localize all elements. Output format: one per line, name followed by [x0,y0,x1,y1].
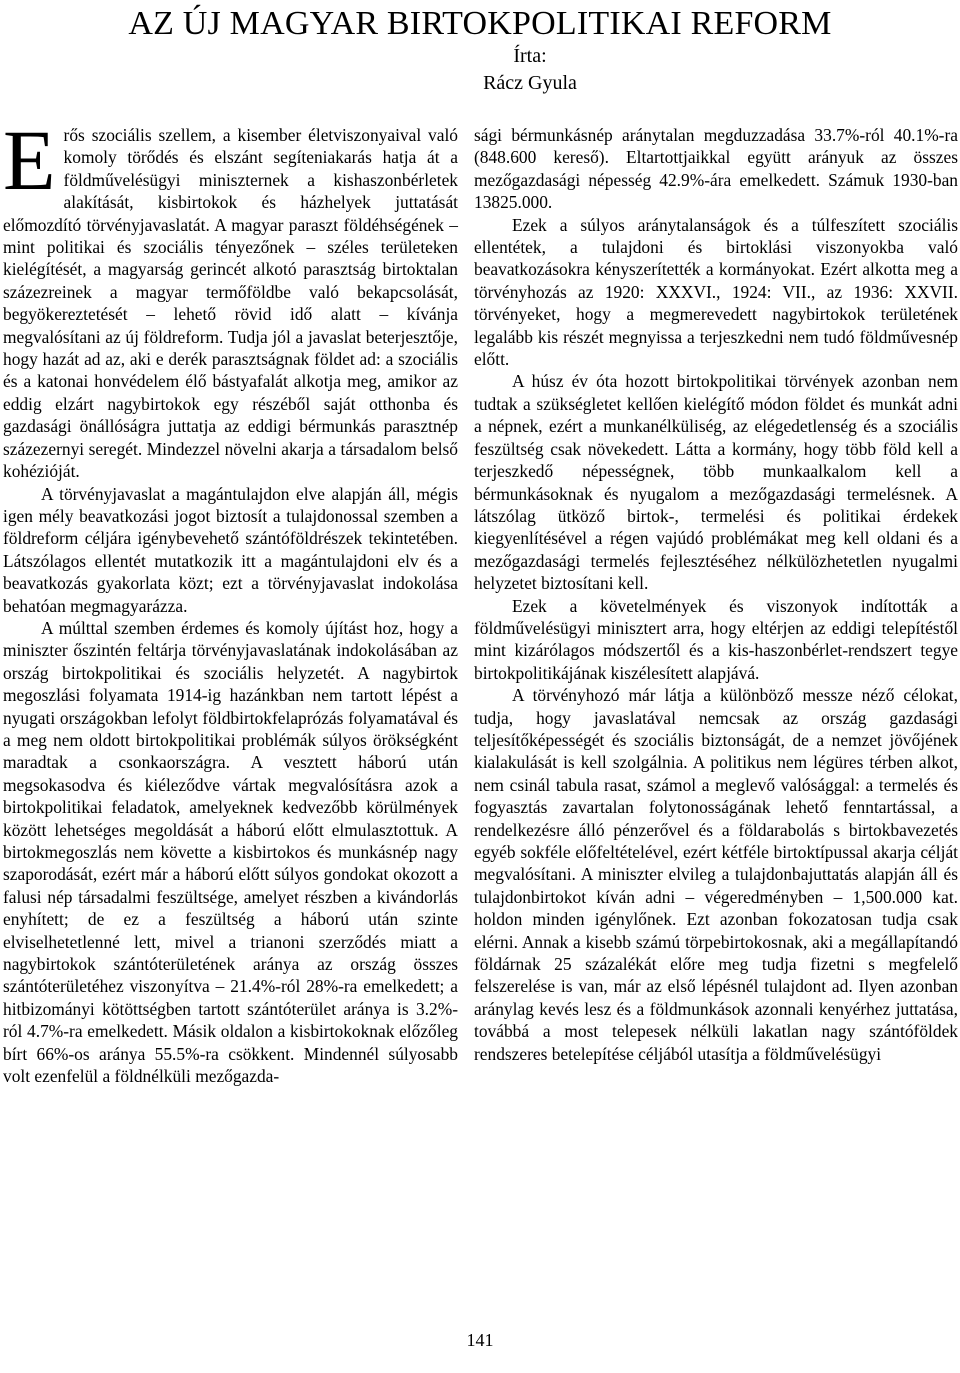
paragraph [3,112,458,483]
paragraph: A múlttal szemben érdemes és komoly újítást hoz, hogy a miniszter őszintén feltárja törvényjavaslatának indokolásában az ország birtokpolitikai és szociális helyzetét. A nagybirtok megoszlási folyamata 1914-ig hazánkban nem tartott lépést a nyugati országokban lefolyt földbirtokfelaprózás folyamatával és a meg nem oldott birtokpolitikai problémák súlyos örökségként maradtak a csonkaországra. A vesztett háború után megsokasodva és kiéleződve vártak megvalósításra azok a birtokpolitikai feladatok, amelyeknek kedvezőbb körülmények között lehetséges megoldását a háború előtt elmulasztottuk. A birtokmegoszlás nem követte a kisbirtokos és munkásnép nagy szaporodását, ezért már a háború előtt súlyos gondokat okozott a falusi nép társadalmi feszültsége, amelyet részben a kivándorlás enyhített; de ez a feszültség a háború után szinte elviselhetetlenné lett, mivel a trianoni szerződés miatt a nagybirtokok szántóterületének aránya az ország összes szántóterületéhez viszonyítva – 21.4%-ról 28%-ra emelkedett; a hitbizományi kötöttségben tartott szántóterület aránya is 3.2%-ról 4.7%-ra emelkedett. Másik oldalon a kisbirtokoknak előzőleg bírt 66%-os aránya 55.5%-ra csökkent. Mindennél súlyosabb volt ezenfelül a földnélküli mezőgazda- [3,617,458,1087]
right-column [474,124,958,1065]
paragraph: A húsz év óta hozott birtokpolitikai törvények azonban nem tudtak a szükségletet kellően kielégítő módon földet és munkát adni a népnek, ezért a munkanélküliség, az elégedetlenség és a szociális feszültség csak növekedett. Látta a kormány, hogy több föld kell a terjeszkedő népességnek, több munkaalkalom kell a bérmunkásoknak és nyugalom a mezőgazdasági termelésnek. A látszólag ütköző birtok-, termelési és politikai érdekek kiegyenlítésével a régen vajúdó problémákat meg kell oldani és a mezőgazdasági termelés fejlesztéséhez nélkülözhetetlen nyugalmi helyzetet biztosítani kell. [474,371,958,594]
paragraph: A törvényjavaslat a magántulajdon elve alapján áll, mégis igen mély beavatkozási jogot biztosít a tulajdonossal szemben a földreform céljára igénybevehető szántóföldrészek tekintetében. Látszólagos ellentét mutatkozik itt a magántulajdoni elv és a beavatkozás gyakorlata közt; ezt a törvényjavaslat indokolása behatóan megmagyarázza. [3,483,458,616]
paragraph: sági bérmunkásnép aránytalan megduzzadása 33.7%-ról 40.1%-ra (848.600 kereső). Eltartottjaikkal együtt arányuk az összes mezőgazdasági népesség 42.9%-ára emelkedett. Számuk 1930-ban 13825.000. [474,125,958,213]
drop-cap: E [3,112,56,208]
paragraph-text: rős szociális szellem, a kisember életviszonyaival való komoly törődés és elszánt segíteniakarás hatja át a földművelésügyi miniszternek a kishaszonbérletek alakítását, kisbirtokok és házhelyek juttatását előmozdító törvényjavaslatát. A magyar paraszt földéhségének – mint politikai és szociális tényezőnek – széles területeken kielégítését, a magyarság gerincét alkotó parasztság birtoktalan százezreinek a magyar termőföldbe való bekapcsolását, begyökereztetését – lehető rövid idő alatt – kívánja megvalósítani az új földreform. Tudja jól a javaslat beterjesztője, hogy hazát ad az, aki e derék parasztságnak földet ad: a szociális és a katonai honvédelem élő bástyafalát alkotja meg, amikor az eddig elzárt nagybirtokok egy részéből saját otthonba és gazdasági önállóságra juttatja az eddigi bérmunkás parasztnép százezernyi seregét. Mindezzel növelni akarja a társadalom belső kohézióját. [3,125,458,482]
page-number: 141 [466,1330,494,1350]
paragraph: A törvényhozó már látja a különböző messze néző célokat, tudja, hogy javaslatával nemcsak az ország gazdasági teljesítőképességét és szociális biztonságát, de a nemzet jövőjének kialakulását is kell szolgálnia. A politikus nem légüres térben alkot, nem csinál tabula rasat, számol a meglevő valósággal: a termelés és fogyasztás zavartalan folytonosságának lehető fenntartással, a rendelkezésre álló pénzerővel és a földarabolás s birtokbavezetés egyéb sokféle előfeltételével, ezért kétféle birtoktípussal akarja célját megvalósítani. A miniszter elvileg a tulajdonbajuttatás alapján áll és tulajdonbirtokot kíván adni – végeredményben – 1,500.000 kat. holdon minden igénylőnek. Ezt azonban fokozatosan tudja csak elérni. Annak a kisebb számú törpebirtokosnak, aki a megállapítandó földárnak 25 százalékát előre meg tudja fizetni s megfelelő felszerelése is van, már az első lépésnél tulajdont ad. Ilyen azonban aránylag kevés lesz és a földmunkások azonnali kenyérhez juttatása, továbbá a most telepesek nélküli lakatlan nagy szántóföldek rendszeres betelepítése céljából utasítja a földművelésügyi [474,685,958,1064]
article-title: AZ ÚJ MAGYAR BIRTOKPOLITIKAI REFORM [128,5,832,42]
byline-label: Írta: [513,45,547,67]
author-name: Rácz Gyula [483,72,577,94]
paragraph: Ezek a súlyos aránytalanságok és a túlfeszített szociális ellentétek, a tulajdoni és birtoklási viszonyokba való beavatkozásokra kényszerítették a kormányokat. Ezért alkotta meg a törvényhozás az 1920: XXXVI., 1924: VII., az 1936: XXVII. törvényeket, hogy a megmerevedett nagybirtokok területének legalább kis részét megnyissa a terjeszkedni nem tudó földművesnép előtt. [474,214,958,370]
paragraph: Ezek a követelmények és viszonyok indították a földművelésügyi minisztert arra, hogy eltérjen az eddigi telepítéstől mint kizárólagos módszertől és a kis-haszonbérlet-rendszert tegye birtokpolitikájának kiszélesített alapjává. [474,595,958,683]
left-column [3,112,458,1087]
